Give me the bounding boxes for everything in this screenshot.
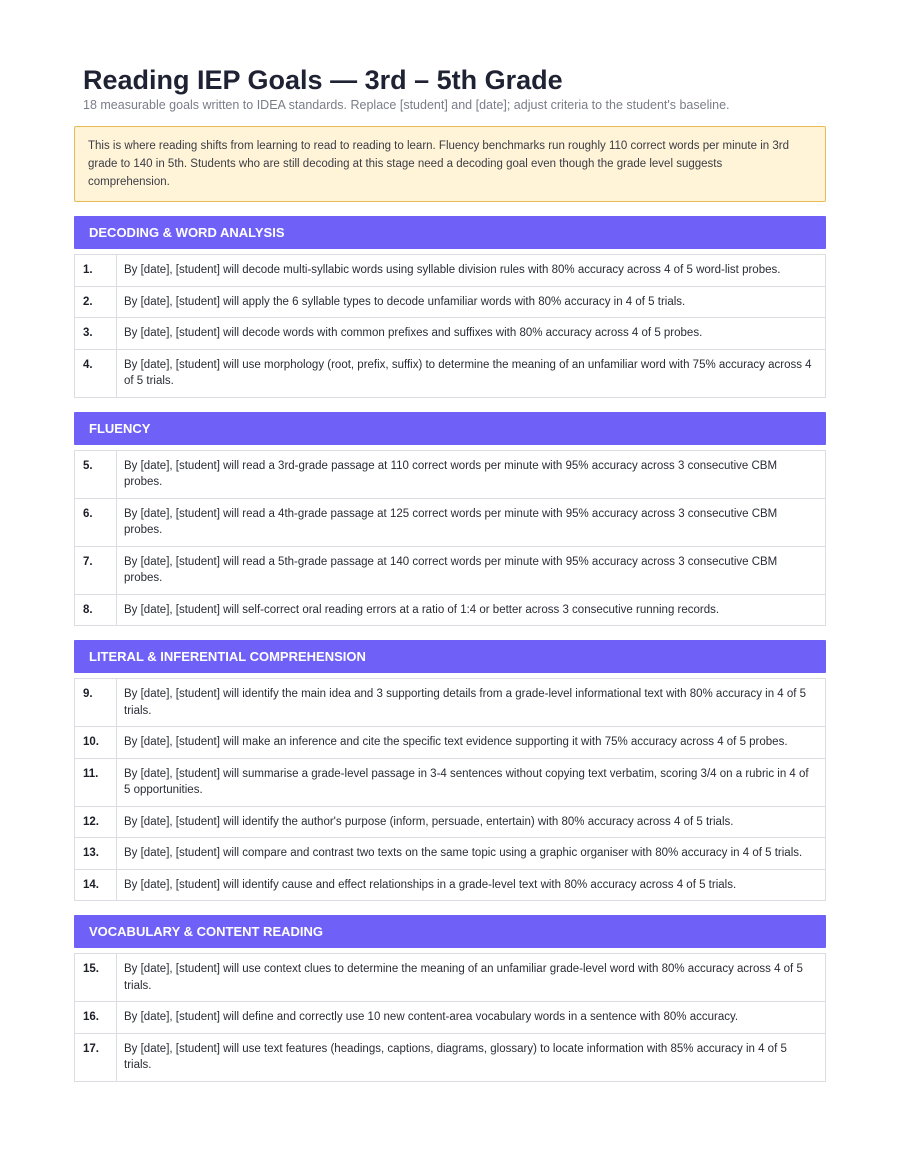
goal-text: By [date], [student] will define and correctly use 10 new content-area vocabulary words in a sentence with 80% accuracy. [117,1002,826,1034]
goal-text: By [date], [student] will self-correct oral reading errors at a ratio of 1:4 or better across 3 consecutive running records. [117,594,826,626]
goal-number: 11. [75,758,117,806]
goal-row [75,318,826,350]
goal-row [75,954,826,1002]
goal-number: 14. [75,869,117,901]
goal-number: 8. [75,594,117,626]
goal-number: 1. [75,255,117,287]
page-subtitle: 18 measurable goals written to IDEA standards. Replace [student] and [date]; adjust criteria to the student's baseline. [83,98,730,112]
goal-row [75,727,826,759]
goal-text: By [date], [student] will read a 5th-grade passage at 140 correct words per minute with 95% accuracy across 3 consecutive CBM probes. [117,546,826,594]
goal-text: By [date], [student] will identify the author's purpose (inform, persuade, entertain) with 80% accuracy across 4 of 5 trials. [117,806,826,838]
goal-number: 13. [75,838,117,870]
section-header-decoding: DECODING & WORD ANALYSIS [74,216,826,249]
goals-table-fluency [74,450,826,627]
goal-text: By [date], [student] will decode multi-syllabic words using syllable division rules with 80% accuracy across 4 of 5 word-list probes. [117,255,826,287]
goal-row [75,838,826,870]
section-header-vocabulary: VOCABULARY & CONTENT READING [74,915,826,948]
goal-row [75,255,826,287]
goal-row [75,546,826,594]
goal-number: 6. [75,498,117,546]
goal-text: By [date], [student] will use text features (headings, captions, diagrams, glossary) to locate information with 85% accuracy in 4 of 5 trials. [117,1033,826,1081]
goal-number: 4. [75,349,117,397]
goal-number: 5. [75,450,117,498]
goal-number: 12. [75,806,117,838]
goal-row [75,1002,826,1034]
goal-text: By [date], [student] will identify the main idea and 3 supporting details from a grade-level informational text with 80% accuracy in 4 of 5 trials. [117,679,826,727]
goal-number: 9. [75,679,117,727]
goal-row [75,498,826,546]
goal-row [75,450,826,498]
goal-number: 16. [75,1002,117,1034]
goal-row [75,806,826,838]
goals-table-decoding [74,254,826,398]
goal-row [75,758,826,806]
goal-number: 15. [75,954,117,1002]
goal-text: By [date], [student] will read a 3rd-grade passage at 110 correct words per minute with 95% accuracy across 3 consecutive CBM probes. [117,450,826,498]
goal-text: By [date], [student] will use morphology (root, prefix, suffix) to determine the meaning of an unfamiliar word with 75% accuracy across 4 of 5 trials. [117,349,826,397]
goal-number: 2. [75,286,117,318]
goal-text: By [date], [student] will read a 4th-grade passage at 125 correct words per minute with 95% accuracy across 3 consecutive CBM probes. [117,498,826,546]
goals-table-comprehension [74,678,826,901]
goal-row [75,286,826,318]
goal-row [75,349,826,397]
goal-text: By [date], [student] will make an inference and cite the specific text evidence supporting it with 75% accuracy across 4 of 5 probes. [117,727,826,759]
goal-row [75,679,826,727]
goal-number: 7. [75,546,117,594]
intro-callout: This is where reading shifts from learning to read to reading to learn. Fluency benchmarks run roughly 110 correct words per minute in 3rd grade to 140 in 5th. Students who are still decoding at this stage need a decoding goal even though the grade level suggests comprehension. [74,126,826,202]
goal-text: By [date], [student] will use context clues to determine the meaning of an unfamiliar grade-level word with 80% accuracy across 4 of 5 trials. [117,954,826,1002]
section-header-fluency: FLUENCY [74,412,826,445]
section-header-comprehension: LITERAL & INFERENTIAL COMPREHENSION [74,640,826,673]
page-title: Reading IEP Goals — 3rd – 5th Grade [83,65,563,95]
goal-row [75,1033,826,1081]
goal-number: 17. [75,1033,117,1081]
goals-table-vocabulary [74,953,826,1082]
goal-text: By [date], [student] will summarise a grade-level passage in 3-4 sentences without copying text verbatim, scoring 3/4 on a rubric in 4 of 5 opportunities. [117,758,826,806]
goal-number: 10. [75,727,117,759]
goal-number: 3. [75,318,117,350]
goal-text: By [date], [student] will decode words with common prefixes and suffixes with 80% accuracy across 4 of 5 probes. [117,318,826,350]
goal-text: By [date], [student] will identify cause and effect relationships in a grade-level text with 80% accuracy across 4 of 5 trials. [117,869,826,901]
goal-row [75,869,826,901]
goal-row [75,594,826,626]
goal-text: By [date], [student] will apply the 6 syllable types to decode unfamiliar words with 80% accuracy in 4 of 5 trials. [117,286,826,318]
goal-text: By [date], [student] will compare and contrast two texts on the same topic using a graphic organiser with 80% accuracy in 4 of 5 trials. [117,838,826,870]
